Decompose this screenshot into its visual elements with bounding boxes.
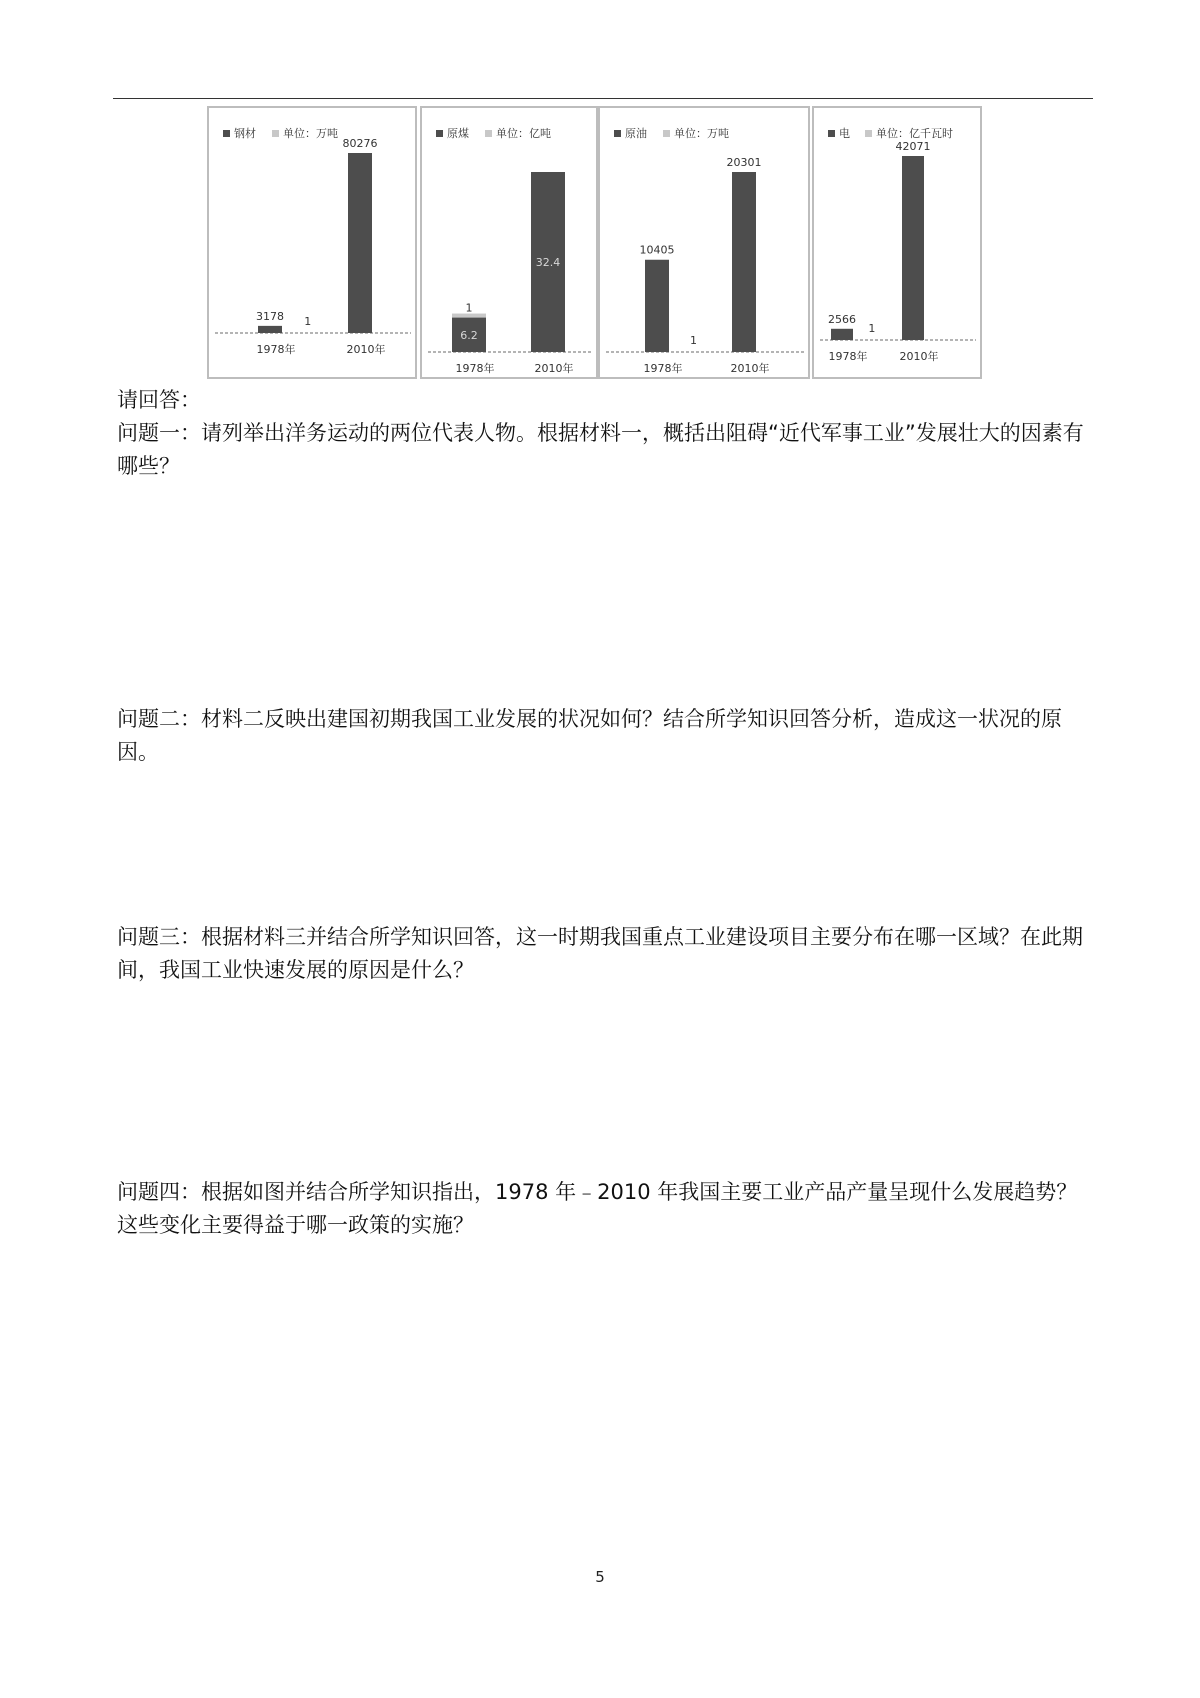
question-1: 问题一：请列举出洋务运动的两位代表人物。根据材料一，概括出阻碍“近代军事工业”发展壮大的因素有哪些？ <box>117 421 1084 478</box>
value-label-1: 80276 <box>342 137 378 150</box>
category-label-1: 2010年 <box>346 343 386 356</box>
value-label-0: 10405 <box>639 243 675 257</box>
unit-value-label: 1 <box>690 334 698 347</box>
bar-1978 <box>258 326 282 333</box>
legend-label-unit: 单位：亿千瓦时 <box>876 127 953 140</box>
legend-label-product: 钢材 <box>234 127 256 140</box>
electricity-legend <box>828 126 953 140</box>
category-label-0: 1978年 <box>455 362 495 375</box>
value-label-0: 6.2 <box>460 328 478 342</box>
legend-label-product: 原油 <box>625 127 647 140</box>
electricity-svg <box>814 108 984 381</box>
bar-1978 <box>831 329 853 340</box>
legend-swatch-unit <box>663 130 670 137</box>
unit-value-label: 1 <box>868 322 876 335</box>
legend-label-product: 原煤 <box>447 127 469 140</box>
industrial-output-charts <box>0 0 1200 390</box>
legend-swatch-unit <box>865 130 872 137</box>
legend-label-unit: 单位：亿吨 <box>496 127 551 140</box>
crude-oil-legend <box>614 126 729 140</box>
steel-svg <box>209 108 419 381</box>
value-label-0: 2566 <box>828 312 856 326</box>
value-label-1: 20301 <box>726 156 762 169</box>
bar-1978 <box>645 260 669 352</box>
value-label-1: 32.4 <box>535 256 561 269</box>
bar-2010 <box>348 153 372 333</box>
legend-swatch-product <box>223 130 230 137</box>
crude-oil-svg <box>600 108 812 381</box>
legend-swatch-product <box>614 130 621 137</box>
category-label-0: 1978年 <box>643 362 683 375</box>
page-number: 5 <box>595 1568 605 1586</box>
bar-2010 <box>902 156 924 340</box>
legend-swatch-product <box>828 130 835 137</box>
crude-oil-chart <box>598 106 810 379</box>
question-3: 问题三：根据材料三并结合所学知识回答，这一时期我国重点工业建设项目主要分布在哪一区域？在此期间，我国工业快速发展的原因是什么？ <box>117 925 1083 982</box>
legend-label-unit: 单位：万吨 <box>283 127 338 140</box>
value-label-0: 3178 <box>256 309 284 323</box>
legend-label-product: 电 <box>839 127 850 140</box>
coal-svg <box>422 108 600 381</box>
question-4: 问题四：根据如图并结合所学知识指出，1978 年﹣2010 年我国主要工业产品产量呈现什么发展趋势？这些变化主要得益于哪一政策的实施？ <box>117 1180 1078 1237</box>
legend-label-unit: 单位：万吨 <box>674 127 729 140</box>
category-label-0: 1978年 <box>256 343 296 356</box>
legend-swatch-unit <box>272 130 279 137</box>
category-label-1: 2010年 <box>730 362 770 375</box>
question-2: 问题二：材料二反映出建国初期我国工业发展的状况如何？结合所学知识回答分析，造成这一状况的原因。 <box>117 707 1062 764</box>
category-label-0: 1978年 <box>828 350 868 363</box>
electricity-chart <box>812 106 982 379</box>
category-label-1: 2010年 <box>899 350 939 363</box>
legend-swatch-product <box>436 130 443 137</box>
category-label-1: 2010年 <box>534 362 574 375</box>
legend-swatch-unit <box>485 130 492 137</box>
unit-value-label: 1 <box>304 315 312 328</box>
coal-legend <box>436 126 551 140</box>
steel-legend <box>223 126 338 140</box>
coal-chart <box>420 106 598 379</box>
bar-2010 <box>732 172 756 352</box>
answer-prompt: 请回答： <box>117 388 201 412</box>
value-label-1: 42071 <box>895 140 931 153</box>
unit-value-label: 1 <box>465 301 473 315</box>
steel-chart <box>207 106 417 379</box>
